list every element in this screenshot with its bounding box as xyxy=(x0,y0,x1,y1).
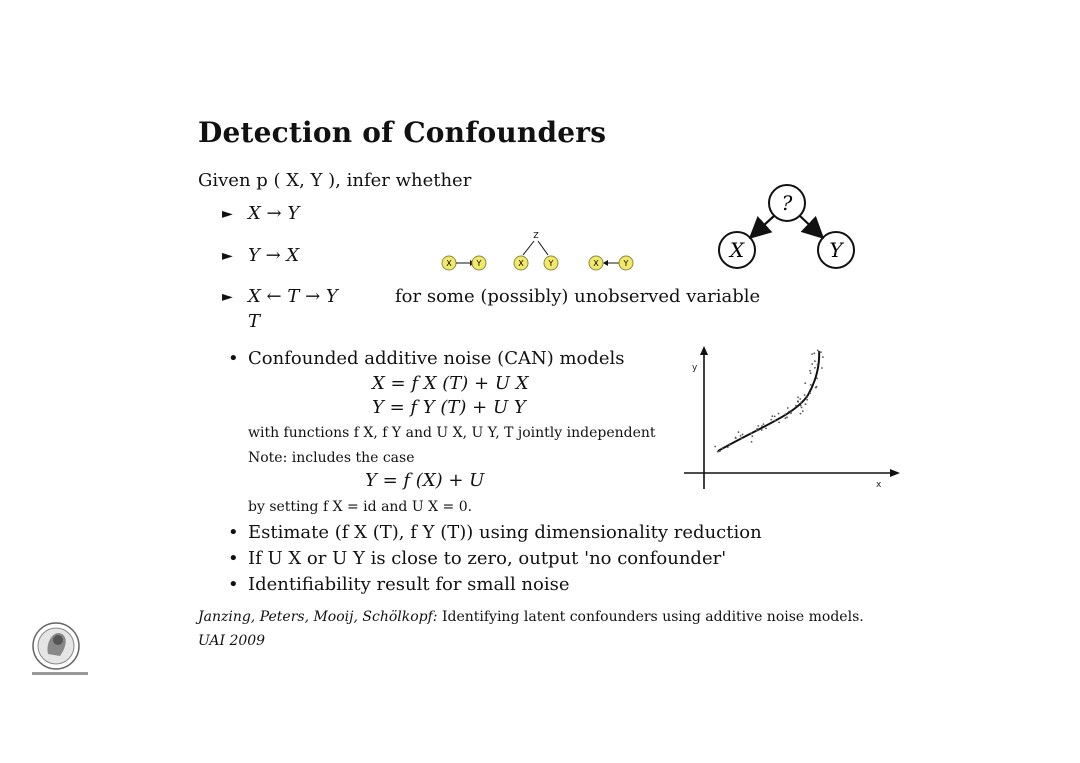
scatter-point xyxy=(771,415,773,417)
scatter-point xyxy=(810,372,812,374)
can-equation-x: X = f X (T) + U X xyxy=(372,373,529,394)
scatter-point xyxy=(729,443,731,445)
scatter-point xyxy=(813,352,815,354)
scatter-point xyxy=(800,405,802,407)
svg-text:Y: Y xyxy=(476,259,482,268)
scatter-point xyxy=(738,431,740,433)
scatter-point xyxy=(817,364,819,366)
can-equation-y: Y = f Y (T) + U Y xyxy=(372,397,526,418)
dag-edge-to-x xyxy=(752,216,774,236)
svg-text:Y: Y xyxy=(623,259,629,268)
scatter-point xyxy=(811,353,813,355)
scatter-point xyxy=(765,428,767,430)
bullet-dot-icon: • xyxy=(228,522,239,543)
scatter-point xyxy=(811,363,813,365)
scatter-point xyxy=(809,392,811,394)
bullet-estimate: Estimate (f X (T), f Y (T)) using dimensionality reduction xyxy=(248,522,762,543)
scatter-point xyxy=(806,396,808,398)
reference-venue: UAI 2009 xyxy=(198,633,266,649)
can-equation-case: Y = f (X) + U xyxy=(365,470,485,491)
triangle-bullet-icon: ► xyxy=(222,206,233,222)
scatter-point xyxy=(761,429,763,431)
scatter-point xyxy=(800,402,802,404)
bullet-identifiability: Identifiability result for small noise xyxy=(248,574,570,595)
mini-graph-confounded xyxy=(514,231,558,270)
svg-text:X: X xyxy=(446,259,452,268)
scatter-point xyxy=(761,425,763,427)
confounder-dag xyxy=(712,178,862,273)
bullet-dot-icon: • xyxy=(228,348,239,369)
scatter-point xyxy=(742,434,744,436)
bullet-x-to-y: X → Y xyxy=(248,203,300,224)
mini-graph-y-to-x xyxy=(589,256,633,270)
scatter-point xyxy=(751,435,753,437)
scatter-point xyxy=(750,432,752,434)
can-heading: Confounded additive noise (CAN) models xyxy=(248,348,625,369)
scatter-point xyxy=(802,410,804,412)
x-axis-label: x xyxy=(876,480,882,490)
x-axis-arrow-icon xyxy=(890,469,900,477)
bullet-confounder-t: T xyxy=(248,311,261,332)
scatter-point xyxy=(740,435,742,437)
scatter-point xyxy=(735,437,737,439)
scatter-point xyxy=(822,356,824,358)
scatter-point xyxy=(797,400,799,402)
scatter-point xyxy=(814,360,816,362)
scatter-point xyxy=(714,446,716,448)
scatter-point xyxy=(763,423,765,425)
scatter-point xyxy=(770,419,772,421)
scatter-point xyxy=(719,450,721,452)
bullet-dot-icon: • xyxy=(228,548,239,569)
scatter-point xyxy=(778,413,780,415)
scatter-point xyxy=(778,422,780,424)
scatter-point xyxy=(741,438,743,440)
dag-edge-to-y xyxy=(800,216,821,236)
mini-graph-x-to-y xyxy=(442,256,486,270)
scatter-point xyxy=(814,367,816,369)
bullet-y-to-x: Y → X xyxy=(248,245,300,266)
scatter-point xyxy=(717,451,719,453)
scatter-point xyxy=(810,384,812,386)
dag-label-x: X xyxy=(729,238,745,262)
scatter-point xyxy=(806,399,808,401)
triangle-bullet-icon: ► xyxy=(222,248,233,264)
scatter-point xyxy=(727,446,729,448)
slide-title: Detection of Confounders xyxy=(198,116,607,149)
bullet-confounder-desc: for some (possibly) unobserved variable xyxy=(395,286,761,307)
scatter-point xyxy=(815,387,817,389)
bullet-close-to-zero: If U X or U Y is close to zero, output 'no confounder' xyxy=(248,548,727,569)
can-with-functions: with functions f X, f Y and U X, U Y, T jointly independent xyxy=(248,425,656,441)
institute-seal-logo xyxy=(28,620,92,680)
scatter-point xyxy=(795,405,797,407)
svg-text:Z: Z xyxy=(533,231,539,240)
svg-text:X: X xyxy=(518,259,524,268)
bullet-confounder: X ← T → Y xyxy=(248,286,338,307)
scatter-point xyxy=(787,407,789,409)
scatter-plot xyxy=(680,345,905,495)
scatter-point xyxy=(790,411,792,413)
scatter-point xyxy=(817,350,819,352)
scatter-point xyxy=(804,394,806,396)
scatter-point xyxy=(800,413,802,415)
dag-label-y: Y xyxy=(829,238,843,262)
scatter-point xyxy=(756,428,758,430)
scatter-point xyxy=(774,416,776,418)
scatter-point xyxy=(805,403,807,405)
scatter-point xyxy=(785,413,787,415)
scatter-point xyxy=(785,417,787,419)
scatter-point xyxy=(816,378,818,380)
intro-text: Given p ( X, Y ), infer whether xyxy=(198,170,472,191)
reference-title: Identifying latent confounders using additive noise models. xyxy=(441,609,864,625)
scatter-point xyxy=(818,351,820,353)
scatter-point xyxy=(801,407,803,409)
scatter-point xyxy=(788,411,790,413)
scatter-point xyxy=(758,429,760,431)
scatter-point xyxy=(774,420,776,422)
scatter-point xyxy=(820,351,822,353)
triangle-bullet-icon: ► xyxy=(222,289,233,305)
scatter-point xyxy=(786,416,788,418)
mini-causal-graphs xyxy=(435,228,645,276)
svg-text:X: X xyxy=(593,259,599,268)
scatter-points xyxy=(714,350,824,453)
scatter-point xyxy=(809,370,811,372)
dag-label-confounder: ? xyxy=(781,191,793,215)
scatter-point xyxy=(797,396,799,398)
reference-authors: Janzing, Peters, Mooij, Schölkopf: xyxy=(198,609,438,625)
scatter-point xyxy=(821,367,823,369)
scatter-point xyxy=(799,398,801,400)
scatter-point xyxy=(804,382,806,384)
reference-line xyxy=(198,609,864,625)
scatter-point xyxy=(722,447,724,449)
svg-text:Y: Y xyxy=(548,259,554,268)
scatter-point xyxy=(751,441,753,443)
scatter-point xyxy=(757,425,759,427)
fitted-curve xyxy=(718,351,819,451)
y-axis-label: y xyxy=(692,363,698,373)
can-note: Note: includes the case xyxy=(248,450,415,466)
can-by-setting: by setting f X = id and U X = 0. xyxy=(248,499,473,515)
bullet-dot-icon: • xyxy=(228,574,239,595)
y-axis-arrow-icon xyxy=(700,346,708,355)
